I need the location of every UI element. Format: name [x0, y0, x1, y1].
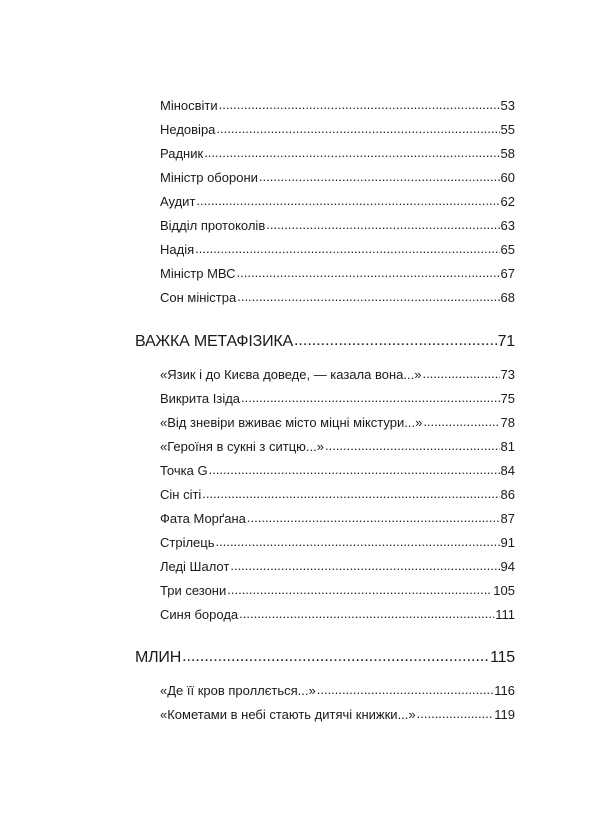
toc-entry-title: Надія	[160, 242, 195, 257]
toc-entry-title: «Де її кров проллється...»	[160, 683, 316, 698]
toc-entry-page: 65	[500, 242, 515, 257]
toc-entry-page: 84	[500, 463, 515, 478]
toc-entry	[160, 168, 515, 188]
toc-part-title: МЛИН	[135, 649, 182, 666]
toc-entry	[160, 96, 515, 116]
toc-entry	[160, 533, 515, 553]
toc-entry-page: 116	[494, 683, 515, 698]
toc-entry	[160, 557, 515, 577]
dot-leader	[423, 413, 499, 432]
toc-entry	[160, 144, 515, 164]
toc-entry-title: Міністр МВС	[160, 266, 236, 281]
toc-entry-page: 68	[500, 290, 515, 305]
toc-entry-page: 53	[500, 98, 515, 113]
toc-entry	[160, 461, 515, 481]
toc-entry	[160, 120, 515, 140]
toc-part-heading	[135, 646, 515, 670]
dot-leader	[417, 705, 494, 724]
toc-part-title: ВАЖКА МЕТАФІЗИКА	[135, 333, 293, 350]
toc-entry-title: Сін сіті	[160, 487, 202, 502]
toc-entry-title: Точка G	[160, 463, 208, 478]
toc-entry	[160, 605, 515, 625]
toc-entry-page: 55	[500, 122, 515, 137]
toc-entry-title: «Від зневіри вживає місто міцні мікстури...»	[160, 415, 423, 430]
toc-entry-title: Викрита Ізіда	[160, 391, 241, 406]
toc-entry	[160, 288, 515, 308]
toc-entry-page: 87	[500, 511, 515, 526]
toc-entry-title: «Героїня в сукні з ситцю...»	[160, 439, 324, 454]
toc-entry-page: 105	[493, 583, 515, 598]
toc-entry	[160, 216, 515, 236]
toc-entry	[160, 389, 515, 409]
toc-entry-title: Аудит	[160, 194, 196, 209]
toc-entry-title: Недовіра	[160, 122, 216, 137]
toc-entry-page: 86	[500, 487, 515, 502]
toc-entry	[160, 485, 515, 505]
toc-entry-title: Відділ протоколів	[160, 218, 266, 233]
toc-entry-title: Синя борода	[160, 607, 239, 622]
dot-leader	[230, 557, 499, 576]
toc-entry-title: Сон міністра	[160, 290, 237, 305]
dot-leader	[422, 365, 499, 384]
toc-entry	[160, 240, 515, 260]
toc-entry	[160, 365, 515, 385]
dot-leader	[317, 681, 494, 700]
toc-entry-page: 58	[500, 146, 515, 161]
dot-leader	[216, 120, 499, 139]
toc-entry-title: Три сезони	[160, 583, 227, 598]
toc-entry-page: 60	[500, 170, 515, 185]
dot-leader	[202, 485, 499, 504]
toc-entry	[160, 413, 515, 433]
toc-entry-title: «Язик і до Києва доведе, — казала вона...»	[160, 367, 422, 382]
toc-part-page: 115	[490, 649, 515, 666]
dot-leader	[204, 144, 499, 163]
toc-entry	[160, 581, 515, 601]
dot-leader	[241, 389, 499, 408]
toc-entry-title: Стрілець	[160, 535, 215, 550]
dot-leader	[216, 533, 500, 552]
toc-entry-page: 73	[500, 367, 515, 382]
toc-entry	[160, 437, 515, 457]
toc-entry-page: 111	[495, 607, 515, 622]
toc-part-heading	[135, 330, 515, 354]
dot-leader	[239, 605, 494, 624]
dot-leader	[227, 581, 492, 600]
toc-entry-page: 119	[494, 707, 515, 722]
dot-leader	[266, 216, 499, 235]
dot-leader	[195, 240, 499, 259]
toc-entry	[160, 681, 515, 701]
toc-entry-page: 67	[500, 266, 515, 281]
toc-entry-page: 62	[500, 194, 515, 209]
toc-entry-page: 94	[500, 559, 515, 574]
toc-entry-title: Міністр оборони	[160, 170, 258, 185]
toc-entry-page: 81	[500, 439, 515, 454]
toc-entry-title: «Кометами в небі стають дитячі книжки...»	[160, 707, 416, 722]
toc-part-page: 71	[497, 333, 515, 350]
toc-entry-page: 91	[500, 535, 515, 550]
toc-entry-page: 75	[500, 391, 515, 406]
toc-entry-title: Фата Морґана	[160, 511, 246, 526]
dot-leader	[294, 330, 497, 353]
dot-leader	[247, 509, 500, 528]
dot-leader	[209, 461, 500, 480]
toc-entry	[160, 264, 515, 284]
toc-entry-title: Леді Шалот	[160, 559, 230, 574]
dot-leader	[219, 96, 500, 115]
toc-entry-title: Радник	[160, 146, 204, 161]
dot-leader	[237, 264, 500, 283]
toc-entry-page: 78	[500, 415, 515, 430]
dot-leader	[325, 437, 500, 456]
dot-leader	[259, 168, 500, 187]
toc-entry-title: Міносвіти	[160, 98, 218, 113]
toc-entry-page: 63	[500, 218, 515, 233]
toc-entry	[160, 509, 515, 529]
dot-leader	[182, 646, 489, 669]
dot-leader	[196, 192, 499, 211]
toc-entry	[160, 705, 515, 725]
dot-leader	[237, 288, 499, 307]
toc-entry	[160, 192, 515, 212]
